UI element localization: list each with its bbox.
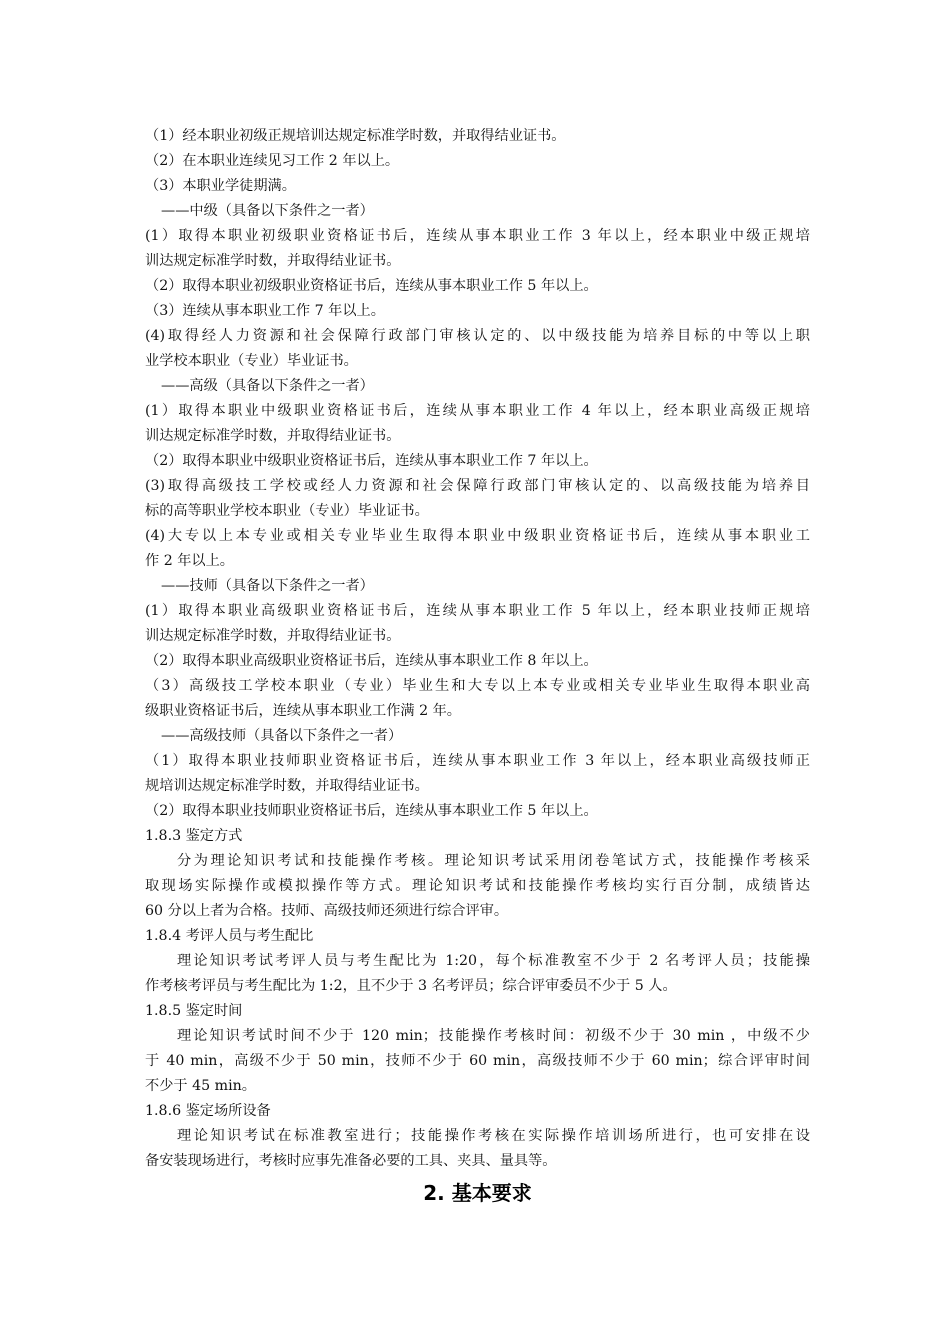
text-line: 分为理论知识考试和技能操作考核。理论知识考试采用闭卷笔试方式，技能操作考核采 [177, 853, 810, 869]
text-line: （2）在本职业连续见习工作 2 年以上。 [145, 153, 400, 169]
text-line: 理论知识考试考评人员与考生配比为 1:20，每个标准教室不少于 2 名考评人员；技能操 [177, 953, 810, 969]
text-line: 不少于 45 min。 [145, 1078, 256, 1094]
text-line: （1）经本职业初级正规培训达规定标准学时数，并取得结业证书。 [145, 128, 566, 144]
text-line: （3）连续从事本职业工作 7 年以上。 [145, 303, 385, 319]
text-line: 理论知识考试在标准教室进行；技能操作考核在实际操作培训场所进行，也可安排在设 [177, 1128, 810, 1144]
text-line: 1.8.4 考评人员与考生配比 [145, 928, 314, 944]
text-line: (1）取得本职业初级职业资格证书后，连续从事本职业工作 3 年以上，经本职业中级正规培 [145, 228, 810, 244]
text-line: (1）取得本职业高级职业资格证书后，连续从事本职业工作 5 年以上，经本职业技师正规培 [145, 603, 810, 619]
text-line: （3）本职业学徒期满。 [145, 178, 296, 194]
text-line: 规培训达规定标准学时数，并取得结业证书。 [145, 778, 429, 794]
text-line: （1）取得本职业技师职业资格证书后，连续从事本职业工作 3 年以上，经本职业高级技师正 [145, 753, 810, 769]
text-line: 1.8.5 鉴定时间 [145, 1003, 243, 1019]
text-line: (1）取得本职业中级职业资格证书后，连续从事本职业工作 4 年以上，经本职业高级正规培 [145, 403, 810, 419]
text-line: ——中级（具备以下条件之一者） [161, 203, 374, 219]
text-line: （3）高级技工学校本职业（专业）毕业生和大专以上本专业或相关专业毕业生取得本职业高 [145, 678, 810, 694]
text-line: （2）取得本职业高级职业资格证书后，连续从事本职业工作 8 年以上。 [145, 653, 598, 669]
text-line: ——高级（具备以下条件之一者） [161, 378, 374, 394]
text-line: 作考核考评员与考生配比为 1:2，且不少于 3 名考评员；综合评审委员不少于 5 人。 [145, 978, 677, 994]
text-line: （2）取得本职业初级职业资格证书后，连续从事本职业工作 5 年以上。 [145, 278, 598, 294]
text-line: (4)取得经人力资源和社会保障行政部门审核认定的、以中级技能为培养目标的中等以上职 [145, 328, 810, 344]
text-line: 标的高等职业学校本职业（专业）毕业证书。 [145, 503, 429, 519]
text-line: (3)取得高级技工学校或经人力资源和社会保障行政部门审核认定的、以高级技能为培养目 [145, 478, 810, 494]
document-page [145, 124, 810, 1210]
text-line: 训达规定标准学时数，并取得结业证书。 [145, 628, 401, 644]
text-line: 理论知识考试时间不少于 120 min；技能操作考核时间：初级不少于 30 min ，中级不少 [177, 1028, 810, 1044]
text-line: 1.8.6 鉴定场所设备 [145, 1103, 271, 1119]
text-line: 训达规定标准学时数，并取得结业证书。 [145, 428, 401, 444]
text-line: 作 2 年以上。 [145, 553, 234, 569]
text-line: 训达规定标准学时数，并取得结业证书。 [145, 253, 401, 269]
text-line: 60 分以上者为合格。技师、高级技师还须进行综合评审。 [145, 903, 509, 919]
text-line: 业学校本职业（专业）毕业证书。 [145, 353, 358, 369]
text-line: 于 40 min，高级不少于 50 min，技师不少于 60 min，高级技师不少于 60 min；综合评审时间 [145, 1053, 810, 1069]
text-line: （2）取得本职业技师职业资格证书后，连续从事本职业工作 5 年以上。 [145, 803, 598, 819]
section-heading: 2. 基本要求 [423, 1181, 532, 1205]
document-body [145, 124, 810, 1174]
text-line: ——技师（具备以下条件之一者） [161, 578, 374, 594]
text-line: ——高级技师（具备以下条件之一者） [161, 728, 403, 744]
text-line: （2）取得本职业中级职业资格证书后，连续从事本职业工作 7 年以上。 [145, 453, 598, 469]
text-line: 1.8.3 鉴定方式 [145, 828, 243, 844]
text-line: 取现场实际操作或模拟操作等方式。理论知识考试和技能操作考核均实行百分制，成绩皆达 [145, 878, 810, 894]
text-line: 备安装现场进行，考核时应事先准备必要的工具、夹具、量具等。 [145, 1153, 557, 1169]
text-line: (4)大专以上本专业或相关专业毕业生取得本职业中级职业资格证书后，连续从事本职业工 [145, 528, 810, 544]
text-line: 级职业资格证书后，连续从事本职业工作满 2 年。 [145, 703, 461, 719]
